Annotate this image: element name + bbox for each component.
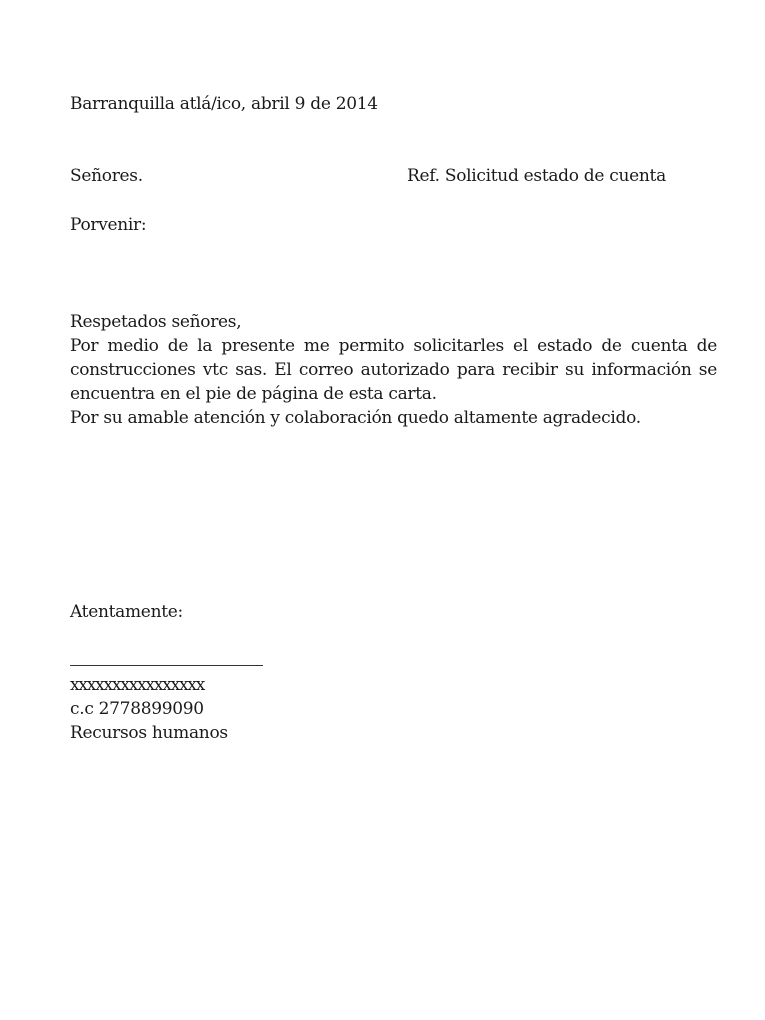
body-paragraph: Por su amable atención y colaboración quedo altamente agradecido. bbox=[70, 408, 641, 428]
closing: Atentamente: bbox=[70, 602, 183, 622]
signature-department: Recursos humanos bbox=[70, 723, 228, 743]
signature-line bbox=[70, 665, 263, 666]
body-paragraph: Por medio de la presente me permito solicitarles el estado de cuenta de construcciones vtc sas. El correo autorizado para recibir su información se encuentra en el pie de página de esta carta. bbox=[70, 336, 717, 404]
letter-body bbox=[70, 334, 717, 430]
reference-line: Ref. Solicitud estado de cuenta bbox=[407, 166, 666, 186]
addressee-salutation: Señores. bbox=[70, 166, 143, 186]
recipient-name: Porvenir: bbox=[70, 215, 147, 235]
date-line: Barranquilla atlá/ico, abril 9 de 2014 bbox=[70, 94, 378, 114]
signature-name: xxxxxxxxxxxxxxxx bbox=[70, 675, 205, 695]
signature-id: c.c 2778899090 bbox=[70, 699, 204, 719]
greeting: Respetados señores, bbox=[70, 312, 242, 332]
